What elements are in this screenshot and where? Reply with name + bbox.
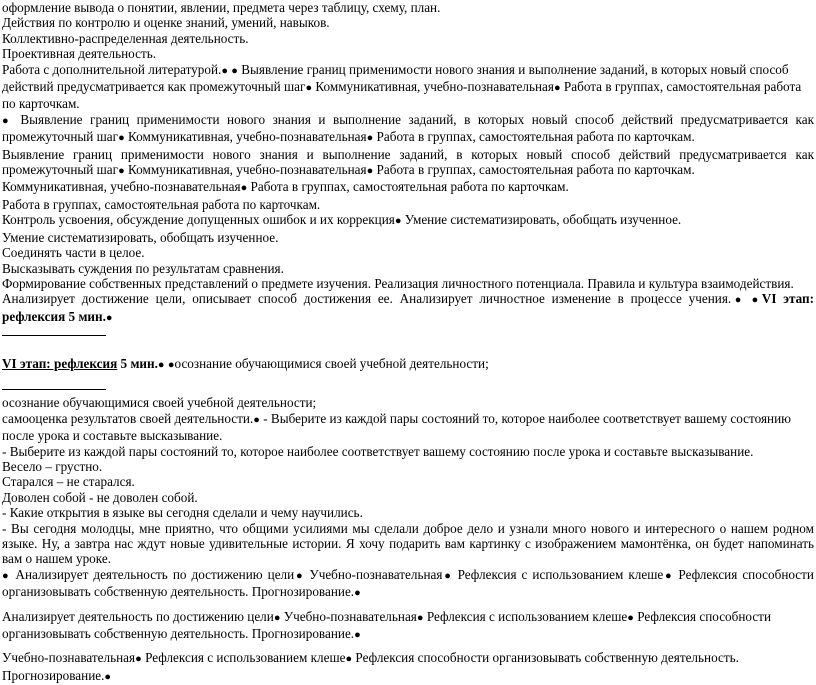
bullet-icon: ● bbox=[416, 611, 424, 624]
paragraph-stage-six: VI этап: рефлексия 5 мин.● ●осознание обучающимися своей учебной деятельности; bbox=[2, 355, 489, 371]
line-collective-activity: Коллективно-распределенная деятельность. bbox=[2, 30, 249, 46]
bullet-icon: ● bbox=[731, 294, 745, 307]
stage-heading-underlined: VI этап: рефлексия bbox=[2, 355, 118, 371]
line-systematize: Умение систематизировать, обобщать изученное. bbox=[2, 229, 279, 245]
paragraph-self-assessment: самооценка результатов своей деятельности.● - Выберите из каждой пары состояний то, которое наиболее соответствует вашему состоянию после урока и составьте высказывание. bbox=[2, 410, 791, 444]
bullet-icon: ● bbox=[354, 629, 361, 642]
bullet-icon: ● bbox=[627, 611, 634, 624]
bullet-icon: ● bbox=[305, 82, 313, 95]
paragraph-analysis-goal: Анализирует достижение цели, описывает способ достижения ее. Анализирует личностное изменение в процессе учения.● ●VI этап: рефлексия 5 мин.● bbox=[2, 291, 814, 324]
bullet-icon: ● bbox=[231, 64, 238, 77]
paragraph-control: Контроль усвоения, обсуждение допущенных ошибок и их коррекция● Умение систематизировать, обобщать изученное. bbox=[2, 212, 682, 228]
bullet-icon: ● bbox=[751, 294, 762, 307]
paragraph-analysis-1: ● Анализирует деятельность по достижению цели● Учебно-познавательная● Рефлексия с использованием клеше● Рефлексия способности организовывать собственную деятельность. Прогнозирование.● bbox=[2, 566, 814, 600]
stage-heading-reflection: VI этап: рефлексия 5 мин. bbox=[2, 291, 814, 324]
line-pleased: Доволен собой - не доволен собой. bbox=[2, 489, 198, 505]
bullet-icon: ● bbox=[2, 114, 13, 127]
separator-line bbox=[2, 380, 814, 395]
bullet-icon: ● bbox=[553, 82, 561, 95]
line-choose-states: - Выберите из каждой пары состояний то, которое наиболее соответствует вашему состоянию после урока и составьте высказывание. bbox=[2, 443, 754, 459]
paragraph-boundaries-1: ● Выявление границ применимости нового знания и выполнение заданий, в которых новый способ действий предусматривается как промежуточный шаг● Коммуникативная, учебно-познавательная● Работа в группах, самостоятельная работа по карточкам. bbox=[2, 111, 814, 145]
line-own-representations: Формирование собственных представлений о предмете изучения. Реализация личностного потенциала. Правила и культура взаимодействия. bbox=[2, 275, 794, 291]
line-judgement: Высказывать суждения по результатам сравнения. bbox=[2, 260, 284, 276]
bullet-icon: ● bbox=[366, 165, 374, 178]
bullet-icon: ● bbox=[394, 215, 402, 228]
paragraph-analysis-3: Учебно-познавательная● Рефлексия с использованием клеше● Рефлексия способности организовывать собственную деятельность. Прогнозирование.● bbox=[2, 650, 739, 683]
bullet-icon: ● bbox=[118, 165, 125, 178]
bullet-icon: ● bbox=[2, 569, 11, 582]
separator-line bbox=[2, 326, 814, 341]
paragraph-boundaries-2: Выявление границ применимости нового знания и выполнение заданий, в которых новый способ действий предусматривается как промежуточный шаг● Коммуникативная, учебно-познавательная● Работа в группах, самостоятельная работа по карточкам. bbox=[2, 146, 814, 178]
paragraph-analysis-2: Анализирует деятельность по достижению цели● Учебно-познавательная● Рефлексия с использованием клеше● Рефлексия способности организовывать собственную деятельность. Прогнозирование.● bbox=[2, 608, 772, 642]
line-fun-sad: Весело – грустно. bbox=[2, 458, 103, 474]
bullet-icon: ● bbox=[442, 569, 453, 582]
bullet-icon: ● bbox=[273, 611, 281, 624]
bullet-icon: ● bbox=[253, 413, 260, 426]
bullet-icon: ● bbox=[118, 132, 125, 145]
line-project-activity: Проективная деятельность. bbox=[2, 46, 157, 62]
bullet-icon: ● bbox=[354, 587, 361, 600]
line-awareness: осознание обучающимися своей учебной деятельности; bbox=[2, 395, 317, 411]
bullet-icon: ● bbox=[240, 182, 248, 195]
bullet-icon: ● bbox=[167, 358, 175, 371]
bullet-icon: ● bbox=[345, 653, 353, 666]
bullet-icon: ● bbox=[157, 358, 165, 371]
bullet-icon: ● bbox=[105, 311, 113, 324]
bullet-icon: ● bbox=[663, 569, 674, 582]
paragraph-well-done: - Вы сегодня молодцы, мне приятно, что общими усилиями мы сделали доброе дело и узнали много нового и интересного о нашем родном языке. Ну, а завтра нас ждут новые удивительные истории. Я хочу подарить вам картинку с изображением мамонтёнка, он будет напоминать вам о нашем уроке. bbox=[2, 520, 814, 567]
bullet-icon: ● bbox=[294, 569, 305, 582]
bullet-icon: ● bbox=[221, 64, 228, 77]
bullet-icon: ● bbox=[104, 670, 112, 683]
line-control-actions: Действия по контролю и оценке знаний, умений, навыков. bbox=[2, 15, 330, 31]
line-tried: Старался – не старался. bbox=[2, 474, 135, 490]
bullet-icon: ● bbox=[135, 653, 142, 666]
line-combine-parts: Соединять части в целое. bbox=[2, 245, 145, 261]
line-conclusion-format: оформление вывода о понятии, явлении, предмета через таблицу, схему, план. bbox=[2, 0, 441, 15]
paragraph-additional-literature: Работа с дополнительной литературой.● ● Выявление границ применимости нового знания и выполнение заданий, в которых новый способ действий предусматривается как промежуточный шаг● Коммуникативная, учебно-познавательная● Работа в группах, самостоятельная работа по карточкам. bbox=[2, 61, 802, 112]
line-group-work: Работа в группах, самостоятельная работа по карточкам. bbox=[2, 196, 321, 212]
bullet-icon: ● bbox=[366, 132, 374, 145]
line-discoveries: - Какие открытия в языке вы сегодня сделали и чему научились. bbox=[2, 505, 363, 521]
paragraph-communicative: Коммуникативная, учебно-познавательная● Работа в группах, самостоятельная работа по карточкам. bbox=[2, 179, 569, 195]
